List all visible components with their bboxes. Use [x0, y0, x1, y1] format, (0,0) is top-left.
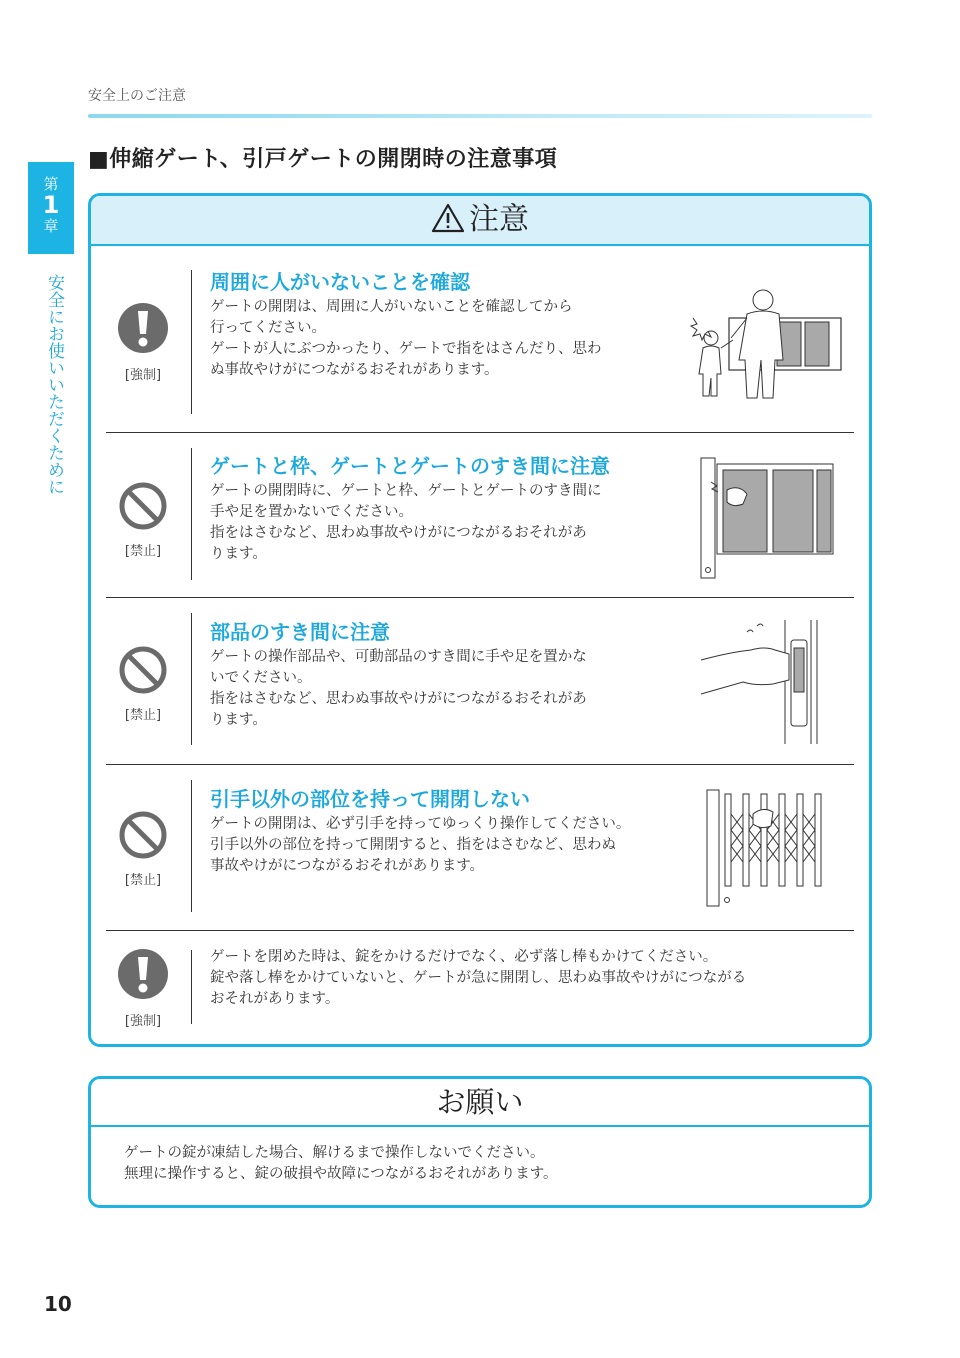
people-near-gate-illustration [687, 288, 847, 400]
item-separator-3 [106, 764, 854, 765]
item-2-icon-area [113, 482, 173, 559]
caution-header [91, 196, 869, 246]
caution-title: 注意 [469, 202, 529, 237]
item-3-title: 部品のすき間に注意 [210, 620, 390, 644]
item-separator-2 [106, 597, 854, 598]
request-body [124, 1143, 558, 1185]
item-4-icon-area [113, 811, 173, 888]
item-2-line-1: ゲートの開閉時に、ゲートと枠、ゲートとゲートのすき間に [210, 483, 602, 499]
item-1-icon-area [113, 302, 173, 383]
section-title: ■伸縮ゲート、引戸ゲートの開閉時の注意事項 [88, 147, 558, 172]
mandatory-exclamation-icon [117, 948, 169, 1000]
request-line-1: ゲートの錠が凍結した場合、解けるまで操作しないでください。 [124, 1145, 545, 1161]
item-3-label: [禁止] [124, 708, 162, 723]
mandatory-exclamation-icon [117, 302, 169, 354]
page-number: 10 [44, 1292, 72, 1316]
item-2-body [210, 481, 650, 565]
item-separator-1 [106, 432, 854, 433]
item-2-line-3: 指をはさむなど、思わぬ事故やけがにつながるおそれがあ [210, 525, 587, 541]
item-separator-4 [106, 930, 854, 931]
item-5-divider [191, 950, 192, 1024]
caution-box [88, 193, 872, 1047]
item-1-line-4: ぬ事故やけがにつながるおそれがあります。 [210, 362, 499, 378]
item-3-line-4: ります。 [210, 712, 267, 728]
item-1-line-3: ゲートが人にぶつかったり、ゲートで指をはさんだり、思わ [210, 341, 602, 357]
gate-frame-gap-illustration [697, 452, 837, 580]
item-5-body [210, 947, 850, 1010]
accordion-gate-illustration [703, 784, 833, 910]
warning-triangle-icon [431, 203, 465, 233]
item-4-line-1: ゲートの開閉は、必ず引手を持ってゆっくり操作してください。 [210, 816, 631, 832]
chapter-tab-prefix: 第 [43, 175, 59, 193]
item-4-line-3: 事故やけがにつながるおそれがあります。 [210, 858, 485, 874]
prohibition-icon [119, 811, 167, 859]
item-1-divider [191, 270, 192, 414]
item-5-label: [強制] [124, 1014, 162, 1029]
item-5-icon-area [113, 948, 173, 1029]
item-1-body [210, 297, 650, 381]
item-1-label: [強制] [124, 368, 162, 383]
item-3-icon-area [113, 646, 173, 723]
item-1-title: 周囲に人がいないことを確認 [210, 270, 470, 294]
item-5-line-2: 錠や落し棒をかけていないと、ゲートが急に開閉し、思わぬ事故やけがにつながる [210, 970, 747, 986]
item-3-divider [191, 613, 192, 745]
request-title: お願い [91, 1079, 869, 1127]
chapter-tab-suffix: 章 [43, 217, 59, 235]
request-line-2: 無理に操作すると、錠の破損や故障につながるおそれがあります。 [124, 1166, 558, 1182]
item-4-divider [191, 780, 192, 912]
prohibition-icon [119, 646, 167, 694]
prohibition-icon [119, 482, 167, 530]
chapter-tab-number: 1 [42, 191, 60, 219]
request-box [88, 1076, 872, 1208]
item-3-line-2: いでください。 [210, 670, 312, 686]
item-2-label: [禁止] [124, 544, 162, 559]
item-5-line-3: おそれがあります。 [210, 991, 340, 1007]
chapter-side-title: 安全にお使いいただくために [44, 274, 64, 495]
chapter-tab [28, 162, 74, 254]
hand-on-handle-illustration [697, 616, 847, 746]
item-4-line-2: 引手以外の部位を持って開閉すると、指をはさむなど、思わぬ [210, 837, 616, 853]
item-3-line-1: ゲートの操作部品や、可動部品のすき間に手や足を置かな [210, 649, 587, 665]
header-rule [88, 114, 872, 118]
item-4-label: [禁止] [124, 873, 162, 888]
item-2-title: ゲートと枠、ゲートとゲートのすき間に注意 [210, 454, 610, 478]
item-4-body [210, 814, 650, 877]
item-2-line-4: ります。 [210, 546, 267, 562]
item-3-line-3: 指をはさむなど、思わぬ事故やけがにつながるおそれがあ [210, 691, 587, 707]
item-2-divider [191, 448, 192, 580]
item-3-body [210, 647, 650, 731]
item-1-line-2: 行ってください。 [210, 320, 326, 336]
item-4-title: 引手以外の部位を持って開閉しない [210, 787, 530, 811]
item-5-line-1: ゲートを閉めた時は、錠をかけるだけでなく、必ず落し棒もかけてください。 [210, 949, 718, 965]
running-head: 安全上のご注意 [88, 88, 186, 104]
item-2-line-2: 手や足を置かないでください。 [210, 504, 413, 520]
item-1-line-1: ゲートの開閉は、周囲に人がいないことを確認してから [210, 299, 573, 315]
